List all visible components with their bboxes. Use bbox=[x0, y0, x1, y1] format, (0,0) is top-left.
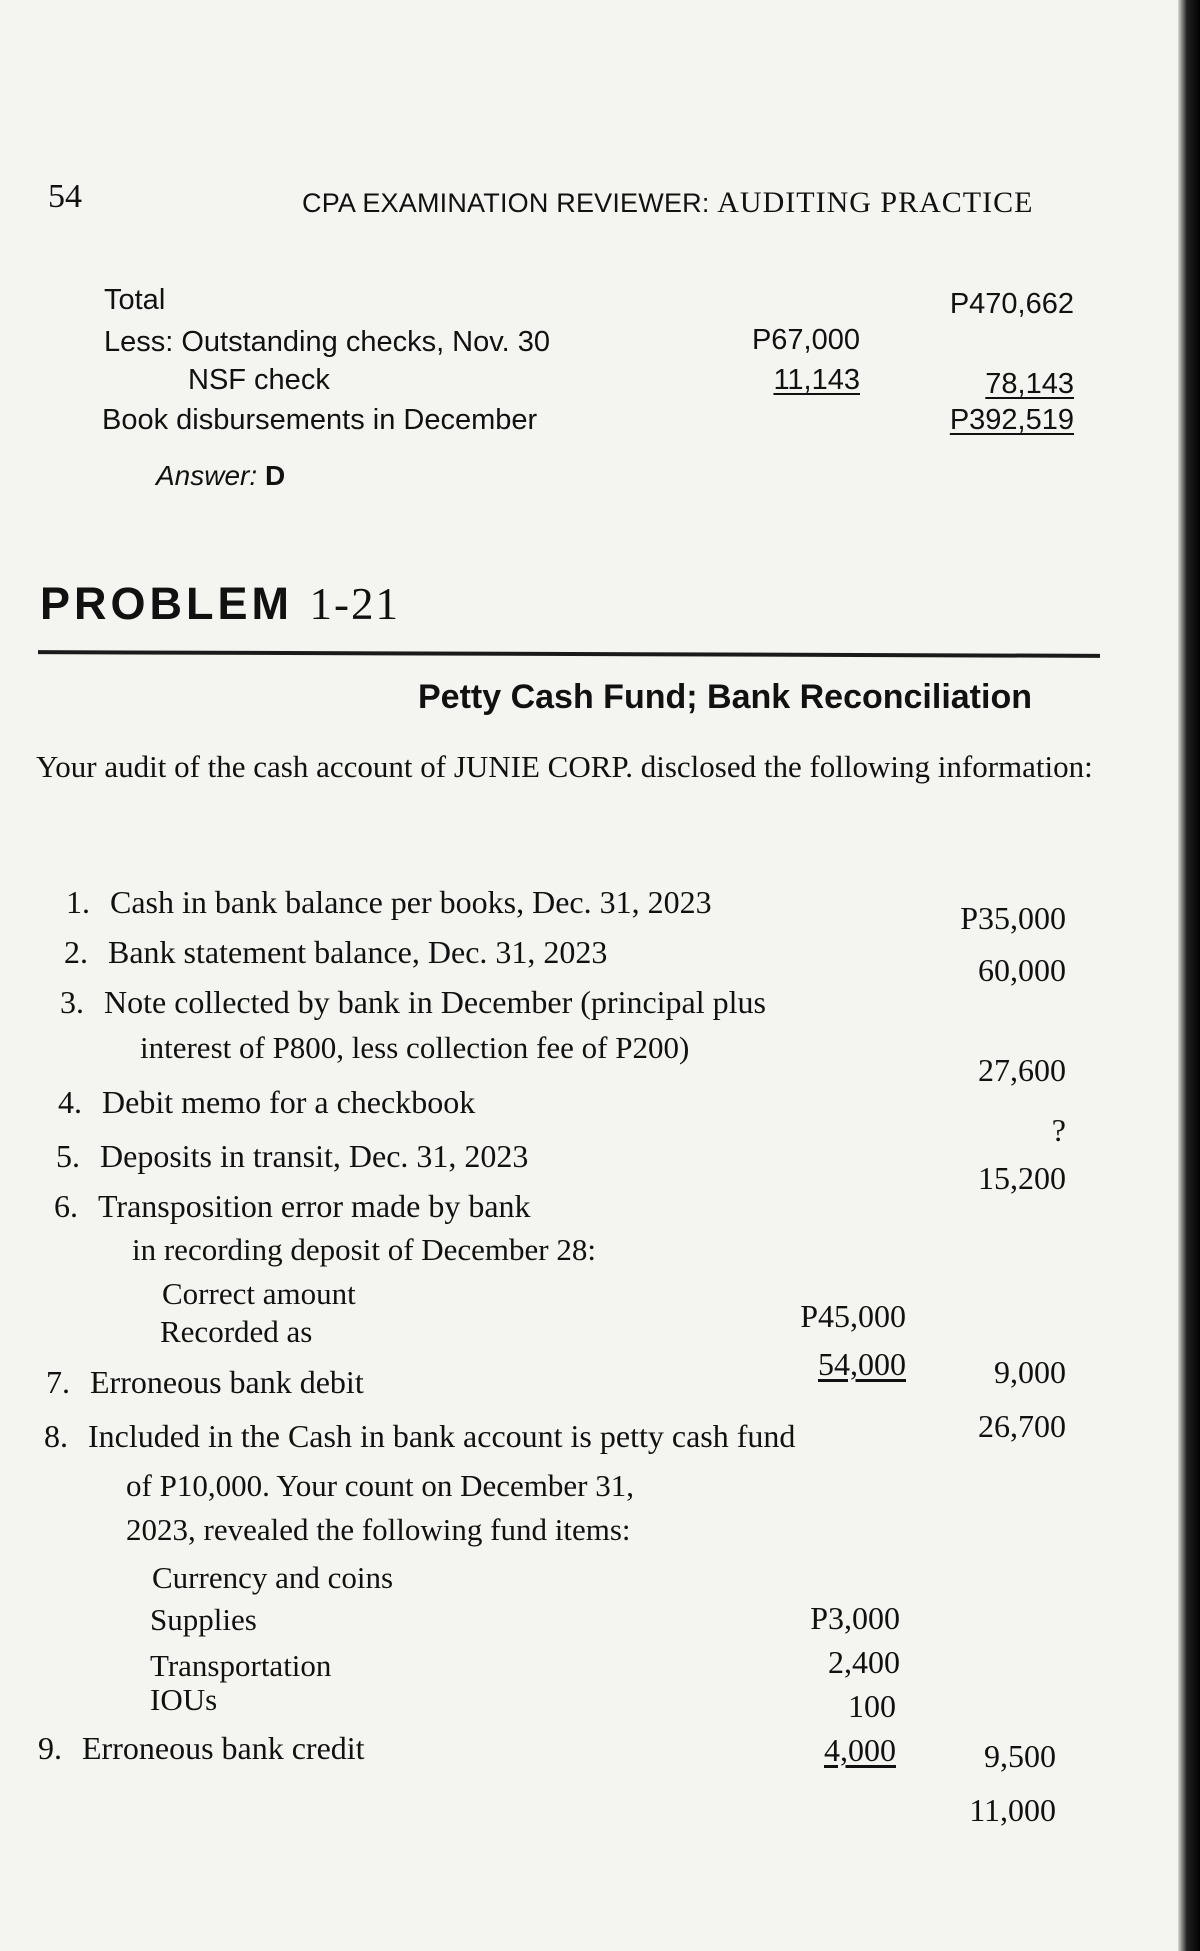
page-number: 54 bbox=[48, 178, 82, 215]
item-text: Debit memo for a checkbook bbox=[102, 1084, 476, 1120]
item-text: Included in the Cash in bank account is petty cash fund bbox=[88, 1418, 796, 1454]
item-text: Transposition error made by bank bbox=[98, 1188, 531, 1224]
book-disbursements-amount: P392,519 bbox=[949, 404, 1074, 436]
currency-label: Currency and coins bbox=[152, 1560, 394, 1595]
item-4-amount: ? bbox=[1051, 1112, 1066, 1148]
item-6-continued: in recording deposit of December 28: bbox=[132, 1232, 596, 1267]
item-9-amount: 11,000 bbox=[969, 1792, 1056, 1828]
item-8-continued-1: of P10,000. Your count on December 31, bbox=[126, 1468, 635, 1503]
recorded-as-amount: 54,000 bbox=[818, 1346, 906, 1382]
item-text: Deposits in transit, Dec. 31, 2023 bbox=[100, 1138, 529, 1174]
running-head-rest: AUDITING PRACTICE bbox=[717, 186, 1034, 219]
running-head bbox=[302, 186, 1033, 220]
problem-subtitle: Petty Cash Fund; Bank Reconciliation bbox=[418, 678, 1032, 716]
currency-amount: P3,000 bbox=[810, 1600, 900, 1636]
item-text: Cash in bank balance per books, Dec. 31, 2023 bbox=[110, 884, 712, 920]
item-4 bbox=[58, 1084, 475, 1121]
item-text: Erroneous bank credit bbox=[82, 1730, 365, 1766]
item-9 bbox=[38, 1730, 365, 1767]
correct-amount: P45,000 bbox=[800, 1298, 906, 1334]
correct-amount-label: Correct amount bbox=[162, 1276, 356, 1311]
item-number: 1. bbox=[66, 884, 90, 920]
supplies-label: Supplies bbox=[150, 1602, 257, 1637]
item-1-amount: P35,000 bbox=[960, 900, 1066, 936]
item-5-amount: 15,200 bbox=[978, 1160, 1066, 1196]
running-head-prefix: CPA EXAMINATION REVIEWER: bbox=[302, 188, 710, 218]
item-text: Note collected by bank in December (principal plus bbox=[104, 984, 766, 1020]
item-6 bbox=[54, 1188, 531, 1225]
item-number: 7. bbox=[46, 1364, 70, 1400]
item-7-amount: 26,700 bbox=[978, 1408, 1066, 1444]
less-total-amount: 78,143 bbox=[985, 368, 1074, 400]
less-outstanding-label: Less: Outstanding checks, Nov. 30 bbox=[104, 326, 550, 358]
item-number: 5. bbox=[56, 1138, 80, 1174]
item-number: 9. bbox=[38, 1730, 62, 1766]
item-text: Erroneous bank debit bbox=[90, 1364, 364, 1400]
ious-amount: 4,000 bbox=[824, 1732, 896, 1768]
item-3-amount: 27,600 bbox=[978, 1052, 1066, 1088]
item-3-continued: interest of P800, less collection fee of P200) bbox=[140, 1030, 690, 1065]
total-amount: P470,662 bbox=[949, 288, 1074, 320]
problem-title bbox=[40, 578, 400, 630]
problem-word: PROBLEM bbox=[40, 578, 293, 629]
item-text: Bank statement balance, Dec. 31, 2023 bbox=[108, 934, 608, 970]
item-2 bbox=[64, 934, 607, 971]
problem-number: 1-21 bbox=[309, 579, 401, 629]
heading-rule bbox=[38, 650, 1100, 658]
recorded-as-label: Recorded as bbox=[160, 1314, 313, 1349]
item-6-amount: 9,000 bbox=[994, 1354, 1066, 1390]
transportation-amount: 100 bbox=[848, 1688, 896, 1724]
item-8-continued-2: 2023, revealed the following fund items: bbox=[126, 1512, 631, 1547]
nsf-amount: 11,143 bbox=[773, 364, 860, 396]
answer-line bbox=[156, 460, 285, 492]
item-2-amount: 60,000 bbox=[978, 952, 1066, 988]
total-label: Total bbox=[104, 284, 166, 316]
answer-label: Answer: bbox=[156, 460, 258, 491]
item-number: 3. bbox=[60, 984, 84, 1020]
problem-intro: Your audit of the cash account of JUNIE CORP. disclosed the following information: bbox=[36, 749, 1093, 784]
item-number: 4. bbox=[58, 1084, 82, 1120]
ious-label: IOUs bbox=[150, 1682, 218, 1717]
item-1 bbox=[66, 884, 712, 921]
book-disbursements-label: Book disbursements in December bbox=[102, 404, 538, 436]
item-number: 2. bbox=[64, 934, 88, 970]
item-number: 8. bbox=[44, 1418, 68, 1454]
page-edge-shadow bbox=[1178, 0, 1200, 1951]
item-5 bbox=[56, 1138, 528, 1175]
item-3 bbox=[60, 984, 766, 1021]
answer-value: D bbox=[264, 460, 286, 491]
item-8-amount: 9,500 bbox=[984, 1738, 1056, 1774]
item-number: 6. bbox=[54, 1188, 78, 1224]
transportation-label: Transportation bbox=[150, 1648, 332, 1683]
supplies-amount: 2,400 bbox=[828, 1644, 900, 1680]
item-7 bbox=[46, 1364, 364, 1401]
outstanding-amount: P67,000 bbox=[751, 324, 860, 356]
item-8 bbox=[44, 1418, 795, 1455]
nsf-label: NSF check bbox=[188, 364, 330, 396]
